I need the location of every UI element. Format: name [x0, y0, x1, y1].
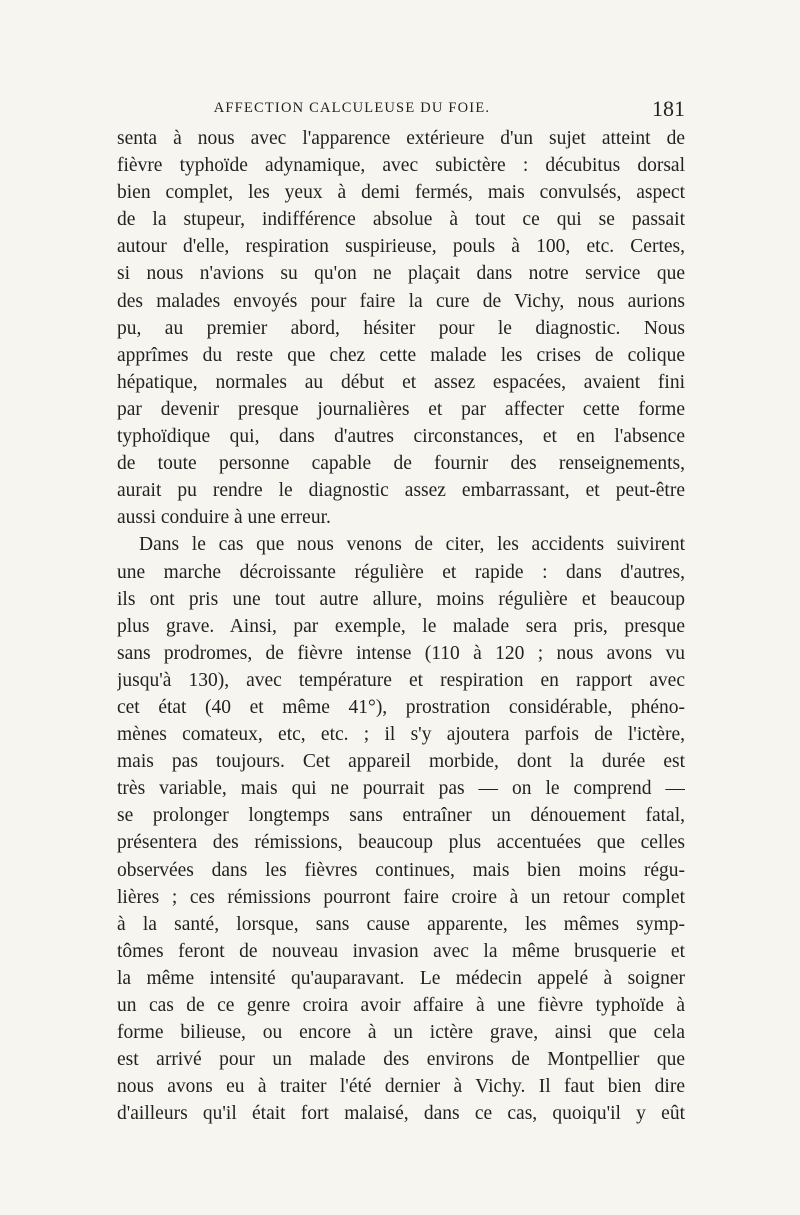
body-text: [117, 125, 685, 1127]
text-line: lières ; ces rémissions pourront faire croire à un retour complet: [117, 886, 685, 908]
text-line: très variable, mais qui ne pourrait pas — on le comprend —: [117, 778, 685, 800]
text-line: mais pas toujours. Cet appareil morbide, dont la durée est: [117, 751, 685, 773]
text-line: aurait pu rendre le diagnostic assez embarrassant, et peut-être: [117, 480, 685, 502]
text-line: jusqu'à 130), avec température et respiration en rapport avec: [117, 669, 685, 691]
text-line: si nous n'avions su qu'on ne plaçait dans notre service que: [117, 263, 685, 285]
text-line: d'ailleurs qu'il était fort malaisé, dans ce cas, quoiqu'il y eût: [117, 1103, 685, 1125]
text-line: pu, au premier abord, hésiter pour le diagnostic. Nous: [117, 317, 685, 339]
text-line: plus grave. Ainsi, par exemple, le malade sera pris, presque: [117, 615, 685, 637]
text-line: tômes feront de nouveau invasion avec la même brusquerie et: [117, 940, 685, 962]
text-line: présentera des rémissions, beaucoup plus accentuées que celles: [117, 832, 685, 854]
text-line: autour d'elle, respiration suspirieuse, pouls à 100, etc. Certes,: [117, 236, 685, 258]
text-line: est arrivé pour un malade des environs de Montpellier que: [117, 1049, 685, 1071]
page-number: 181: [652, 96, 685, 121]
running-title: AFFECTION CALCULEUSE DU FOIE.: [213, 100, 491, 116]
text-line: à la santé, lorsque, sans cause apparente, les mêmes symp-: [117, 913, 685, 935]
paragraph-first-line: Dans le cas que nous venons de citer, les accidents suivirent: [139, 534, 685, 556]
text-line: senta à nous avec l'apparence extérieure d'un sujet atteint de: [117, 128, 685, 149]
text-line: se prolonger longtemps sans entraîner un dénouement fatal,: [117, 805, 685, 827]
running-head: [117, 96, 685, 122]
text-line: une marche décroissante régulière et rapide : dans d'autres,: [117, 561, 685, 583]
text-line: aussi conduire à une erreur.: [117, 507, 331, 529]
text-line: observées dans les fièvres continues, mais bien moins régu-: [117, 859, 685, 881]
text-line: apprîmes du reste que chez cette malade les crises de colique: [117, 344, 685, 366]
text-line: cet état (40 et même 41°), prostration considérable, phéno-: [117, 696, 685, 718]
text-line: un cas de ce genre croira avoir affaire à une fièvre typhoïde à: [117, 995, 685, 1016]
text-line: typhoïdique qui, dans d'autres circonstances, et en l'absence: [117, 426, 685, 448]
text-line: fièvre typhoïde adynamique, avec subictère : décubitus dorsal: [117, 155, 685, 177]
text-line: nous avons eu à traiter l'été dernier à Vichy. Il faut bien dire: [117, 1076, 685, 1098]
text-line: ils ont pris une tout autre allure, moins régulière et beaucoup: [117, 588, 685, 610]
text-line: sans prodromes, de fièvre intense (110 à 120 ; nous avons vu: [117, 642, 685, 664]
text-line: bien complet, les yeux à demi fermés, mais convulsés, aspect: [117, 182, 685, 204]
text-line: la même intensité qu'auparavant. Le médecin appelé à soigner: [117, 967, 685, 989]
text-line: forme bilieuse, ou encore à un ictère grave, ainsi que cela: [117, 1022, 685, 1044]
text-line: par devenir presque journalières et par affecter cette forme: [117, 398, 685, 420]
text-line: mènes comateux, etc, etc. ; il s'y ajoutera parfois de l'ictère,: [117, 724, 685, 746]
text-line: des malades envoyés pour faire la cure de Vichy, nous aurions: [117, 290, 685, 312]
text-line: de toute personne capable de fournir des renseignements,: [117, 453, 685, 475]
text-line: de la stupeur, indifférence absolue à tout ce qui se passait: [117, 209, 685, 231]
text-line: hépatique, normales au début et assez espacées, avaient fini: [117, 371, 685, 393]
